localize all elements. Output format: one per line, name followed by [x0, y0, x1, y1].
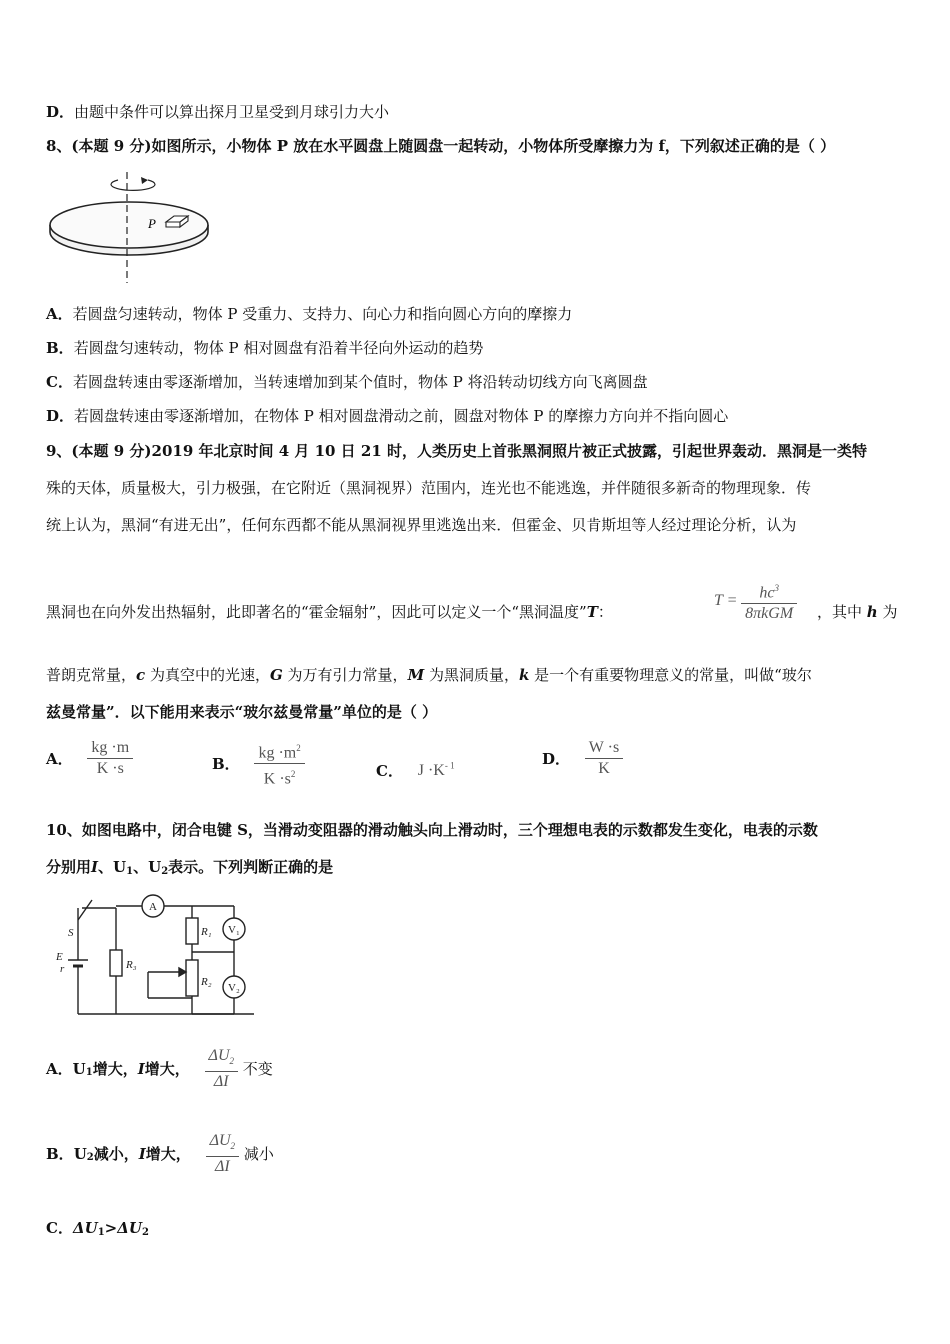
- q9-line-5: [46, 665, 812, 685]
- text: 不变: [242, 1060, 273, 1079]
- hawking-temperature-formula: [714, 578, 797, 624]
- block-p-label: P: [148, 216, 156, 231]
- var-i: I: [137, 1060, 145, 1079]
- var-k: k: [518, 666, 530, 684]
- text: 表示。下列判断正确的是: [168, 858, 334, 876]
- option-text: 若圆盘匀速转动，物体 P 受重力、支持力、向心力和指向圆心方向的摩擦力: [72, 305, 573, 323]
- subscript: 1: [85, 1067, 93, 1079]
- unit-numerator: W ·s: [588, 739, 620, 756]
- formula-numerator: hc: [759, 584, 775, 602]
- fraction-subscript: 2: [229, 1056, 234, 1067]
- q10-line-1: 10、如图电路中，闭合电键 S，当滑动变阻器的滑动触头向上滑动时，三个理想电表的示数都发生变化，电表的示数: [46, 821, 818, 839]
- q10-option-c: [46, 1218, 149, 1243]
- subscript: 1: [126, 866, 134, 877]
- var-i: I: [138, 1145, 146, 1164]
- unit-denominator: K: [598, 760, 610, 777]
- fraction-subscript: 2: [230, 1141, 236, 1152]
- text: ：: [597, 603, 613, 621]
- q8-option-d: [46, 406, 728, 426]
- q8-option-a: [46, 304, 572, 324]
- delta-u2: ΔU: [117, 1219, 142, 1237]
- q9-option-b: [212, 738, 305, 790]
- unit-fraction: [585, 738, 623, 779]
- text: 、U: [98, 858, 127, 876]
- delta-fraction: [206, 1131, 239, 1177]
- q9-line-4-tail: [817, 602, 898, 622]
- disk-top: [50, 202, 208, 248]
- var-c: c: [136, 666, 146, 684]
- greater-than: >: [104, 1219, 118, 1237]
- option-label: A．: [46, 750, 73, 768]
- rotation-arrow-icon: [111, 180, 155, 190]
- internal-resistance-label: r: [60, 963, 65, 975]
- q9-line-1: 9、(本题 9 分)2019 年北京时间 4 月 10 日 21 时，人类历史上首张黑洞照片被正式披露，引起世界轰动．黑洞是一类特: [46, 442, 868, 460]
- text: 、U: [133, 858, 162, 876]
- q8-option-b: [46, 338, 483, 358]
- option-label: D．: [46, 103, 75, 121]
- text: ，其中: [817, 603, 863, 621]
- option-text: 由题中条件可以算出探月卫星受到月球引力大小: [74, 103, 390, 121]
- option-label: C．: [376, 762, 403, 780]
- ammeter-label: A: [149, 901, 157, 913]
- q8-stem: 8、(本题 9 分)如图所示，小物体 P 放在水平圆盘上随圆盘一起转动，小物体所受摩擦力为 f，下列叙述正确的是（ ）: [46, 137, 836, 155]
- q9-line-2: 殊的天体，质量极大，引力极强，在它附近（黑洞视界）范围内，连光也不能逃逸，并伴随很多新奇的物理现象．传: [46, 479, 812, 497]
- unit-denominator: K ·s: [96, 760, 124, 777]
- option-label: D．: [46, 407, 75, 425]
- q9-option-d: [542, 738, 623, 779]
- option-text: 若圆盘匀速转动，物体 P 相对圆盘有沿着半径向外运动的趋势: [73, 339, 484, 357]
- option-label: B．: [212, 755, 240, 774]
- option-label: C．: [46, 373, 73, 391]
- q8-rotating-disk-figure: [44, 170, 214, 285]
- var-u: U: [72, 1060, 86, 1079]
- text: 是一个有重要物理意义的常量，叫做“玻尔: [534, 666, 812, 684]
- fraction-numerator: ΔU: [209, 1132, 231, 1149]
- unit-numerator: kg ·m: [91, 739, 130, 756]
- text: 为黑洞质量，: [428, 666, 519, 684]
- r3-label: R₃: [126, 959, 137, 971]
- var-i: I: [91, 858, 99, 876]
- unit-exponent: 2: [290, 769, 296, 780]
- option-label: B．: [46, 1145, 74, 1164]
- unit-exponent: 2: [296, 743, 301, 753]
- delta-u1: ΔU: [72, 1219, 98, 1237]
- unit-fraction: [254, 738, 304, 790]
- unit-denominator: K ·s: [263, 770, 291, 788]
- q8-option-c: [46, 372, 648, 392]
- fraction-denominator: ΔI: [206, 1156, 239, 1177]
- option-label: D．: [542, 750, 571, 768]
- text: 黑洞也在向外发出热辐射，此即著名的“霍金辐射”，因此可以定义一个“黑洞温度”: [46, 603, 587, 621]
- var-g: G: [269, 666, 283, 684]
- option-label: B．: [46, 339, 74, 357]
- text: 为真空中的光速，: [149, 666, 270, 684]
- subscript: 2: [86, 1152, 94, 1164]
- option-text: 若圆盘转速由零逐渐增加，当转速增加到某个值时，物体 P 将沿转动切线方向飞离圆盘: [72, 373, 648, 391]
- q9-option-c: [376, 760, 455, 781]
- q10-circuit-diagram: [54, 888, 274, 1023]
- var-m: M: [407, 666, 425, 684]
- var-t: T: [586, 603, 598, 621]
- subscript: 2: [161, 866, 169, 877]
- delta-fraction: [205, 1046, 238, 1092]
- subscript: 2: [141, 1227, 149, 1238]
- r1-label: R₁: [201, 926, 212, 938]
- q7-option-d: [46, 102, 389, 122]
- q10-option-a: [46, 1046, 273, 1092]
- q10-option-b: [46, 1131, 274, 1177]
- fraction-denominator: ΔI: [205, 1071, 238, 1092]
- var-u: U: [73, 1145, 87, 1164]
- text: 增大，: [145, 1145, 191, 1164]
- unit-exponent: - 1: [444, 760, 455, 771]
- text: 为: [882, 603, 898, 621]
- formula-fraction: [741, 578, 797, 624]
- option-label: A．: [46, 1060, 73, 1079]
- voltmeter-2-label: V₂: [228, 982, 240, 994]
- text: 增大，: [92, 1060, 138, 1079]
- text: 普朗克常量，: [46, 666, 137, 684]
- unit-fraction: [87, 738, 133, 779]
- formula-lhs: T =: [714, 592, 738, 610]
- q9-line-3: 统上认为，黑洞“有进无出”，任何东西都不能从黑洞视界里逃逸出来．但霍金、贝肯斯坦等人经过理论分析，认为: [46, 516, 797, 534]
- emf-label: E: [56, 951, 63, 963]
- q9-line-4: [46, 602, 613, 622]
- r2-label: R₂: [201, 976, 212, 988]
- text: 增大，: [144, 1060, 190, 1079]
- fraction-numerator: ΔU: [208, 1047, 230, 1064]
- var-h: h: [866, 603, 878, 621]
- subscript: 1: [97, 1227, 105, 1238]
- formula-denominator: 8πkGM: [741, 603, 797, 624]
- option-label: A．: [46, 305, 73, 323]
- q9-option-a: [46, 738, 133, 779]
- text: 为万有引力常量，: [287, 666, 408, 684]
- text: 分别用: [46, 858, 92, 876]
- text: 减小: [243, 1145, 274, 1164]
- option-label: C．: [46, 1219, 73, 1237]
- formula-exponent: 3: [774, 583, 779, 593]
- unit-text: J ·K: [417, 762, 445, 780]
- option-text: 若圆盘转速由零逐渐增加，在物体 P 相对圆盘滑动之前，圆盘对物体 P 的摩擦力方向并不指向圆心: [74, 407, 729, 425]
- q10-line-2: [46, 857, 333, 882]
- switch-label: S: [68, 927, 74, 939]
- text: 减小，: [93, 1145, 139, 1164]
- voltmeter-1-label: V₁: [228, 924, 240, 936]
- q9-line-6: 兹曼常量”．以下能用来表示“玻尔兹曼常量”单位的是（ ）: [46, 703, 438, 721]
- unit-numerator: kg ·m: [258, 744, 297, 762]
